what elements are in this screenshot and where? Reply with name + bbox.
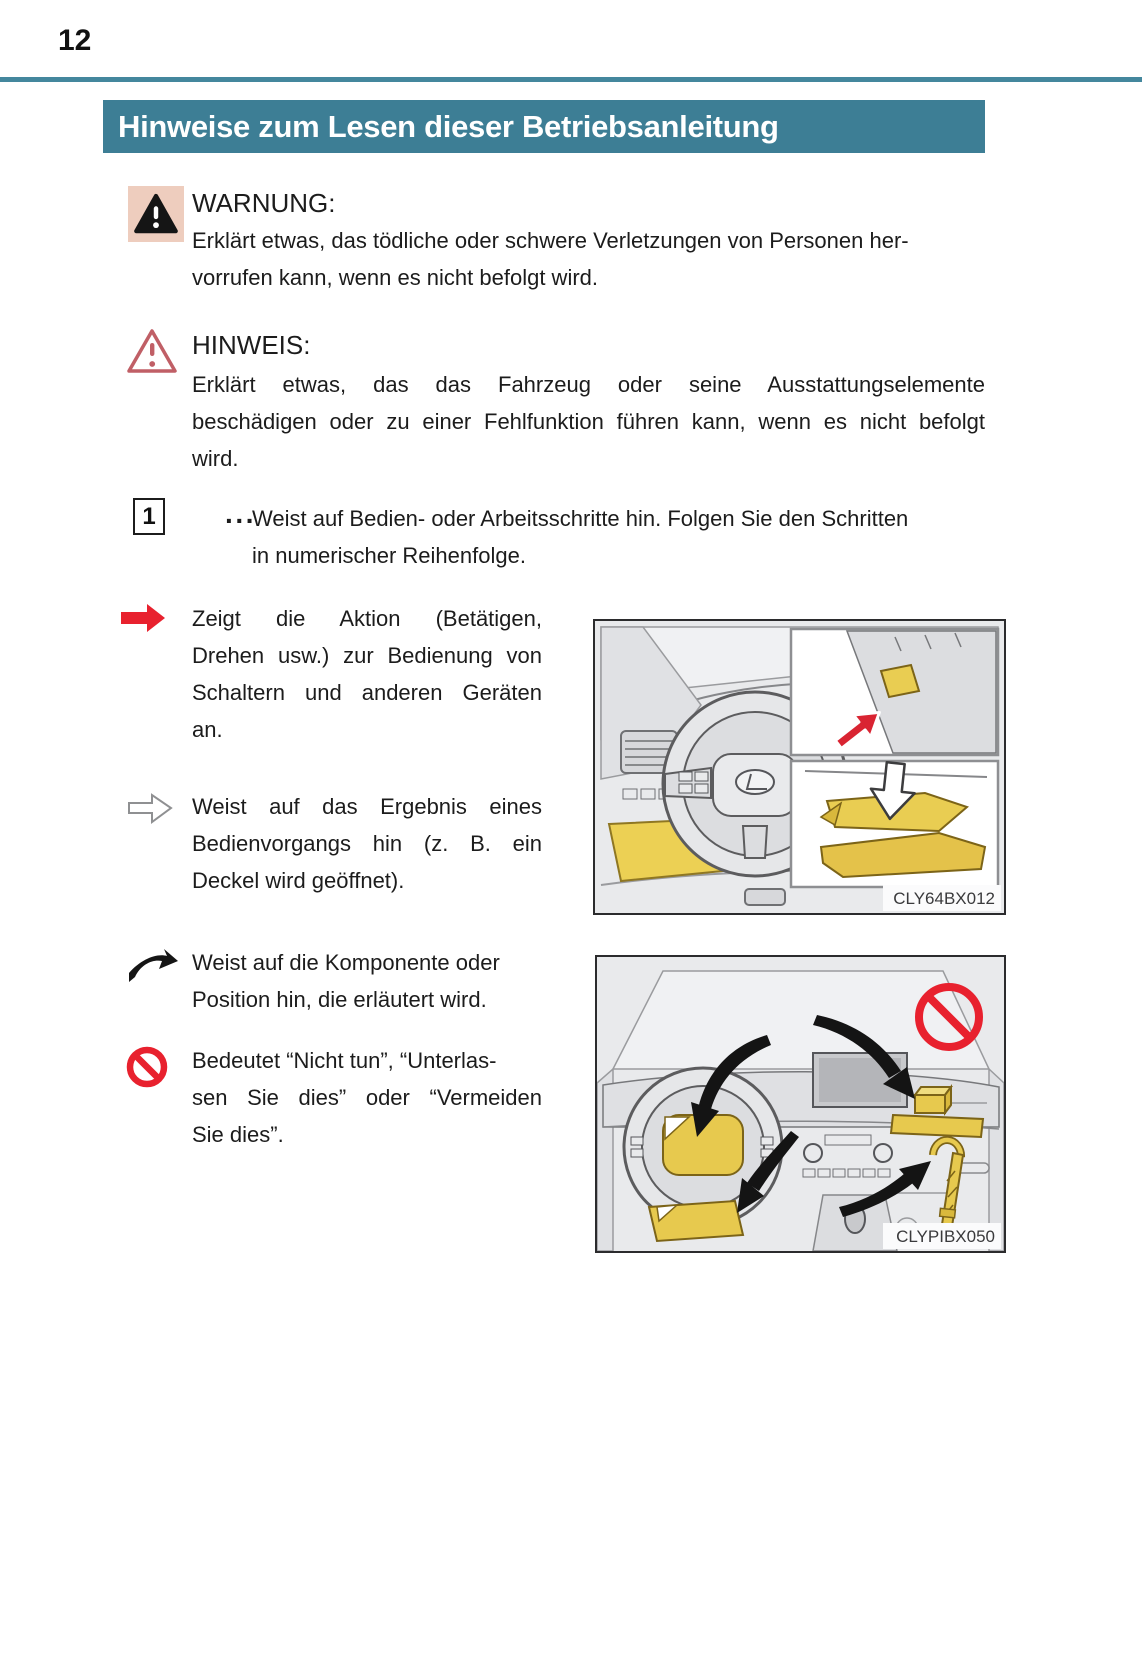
steps-icon [133,498,256,540]
page-number: 12 [58,24,92,57]
notice-text-line: wird. [192,446,239,471]
action-text-line: Zeigt die Aktion (Betätigen, [192,606,542,631]
notice-icon [126,326,178,381]
result-text-line: Bedienvorgangs hin (z. B. ein [192,831,542,856]
section-title-banner [103,100,985,153]
prohibition-icon [126,1046,168,1093]
steps-text [252,500,985,574]
component-arrow-icon [126,948,178,989]
warning-text-line: vorrufen kann, wenn es nicht befolgt wird. [192,265,599,290]
step-box-2: 2 [160,503,192,540]
result-arrow-icon [127,792,173,829]
steps-text-line: Weist auf Bedien- oder Arbeitsschritte hin. Folgen Sie den Schritten [252,506,909,531]
notice-text-line: Erklärt etwas, das das Fahrzeug oder seine Ausstattungselemente [192,372,985,397]
notice-text-line: beschädigen oder zu einer Fehlfunktion führen kann, wenn es nicht befolgt [192,409,985,434]
inset-result [791,761,998,887]
inset-action [791,629,998,755]
notice-text [192,366,985,477]
warning-icon [128,186,184,242]
figure2-code: CLYPIBX050 [896,1227,995,1246]
prohibition-text-line: Sie dies”. [192,1122,284,1147]
header-rule [0,77,1142,82]
action-text-line: Schaltern und anderen Geräten [192,680,542,705]
warning-heading: WARNUNG: [192,188,336,218]
prohibition-text-line: Bedeutet “Nicht tun”, “Unterlas- [192,1048,497,1073]
step-box-3: 3 [187,508,219,545]
result-text-line: Weist auf das Ergebnis eines [192,794,542,819]
result-text [192,788,542,899]
section-title: Hinweise zum Lesen dieser Betriebsanleitung [118,109,779,144]
result-text-line: Deckel wird geöffnet). [192,868,405,893]
figure-dashboard-glovebox [593,619,1006,915]
action-arrow-icon [121,604,165,637]
figure-dashboard-prohibited [595,955,1006,1253]
figure1-code: CLY64BX012 [893,889,995,908]
highlight-object-box [915,1087,951,1113]
step-box-1: 1 [133,498,165,535]
component-text [192,944,542,1018]
warning-text-line: Erklärt etwas, das tödliche oder schwere Verletzungen von Personen her- [192,228,909,253]
component-text-line: Position hin, die erläutert wird. [192,987,487,1012]
action-text [192,600,542,748]
highlight-tab [881,665,919,697]
action-text-line: an. [192,717,223,742]
lexus-logo [736,770,774,794]
step-dots: ··· [225,505,256,536]
action-text-line: Drehen usw.) zur Bedienung von [192,643,542,668]
prohibition-text [192,1042,542,1153]
component-text-line: Weist auf die Komponente oder [192,950,500,975]
steps-text-line: in numerischer Reihenfolge. [252,543,526,568]
notice-heading: HINWEIS: [192,330,311,360]
prohibition-text-line: sen Sie dies” oder “Vermeiden [192,1085,542,1110]
warning-text [192,222,985,296]
highlight-dash-strip [891,1115,983,1137]
